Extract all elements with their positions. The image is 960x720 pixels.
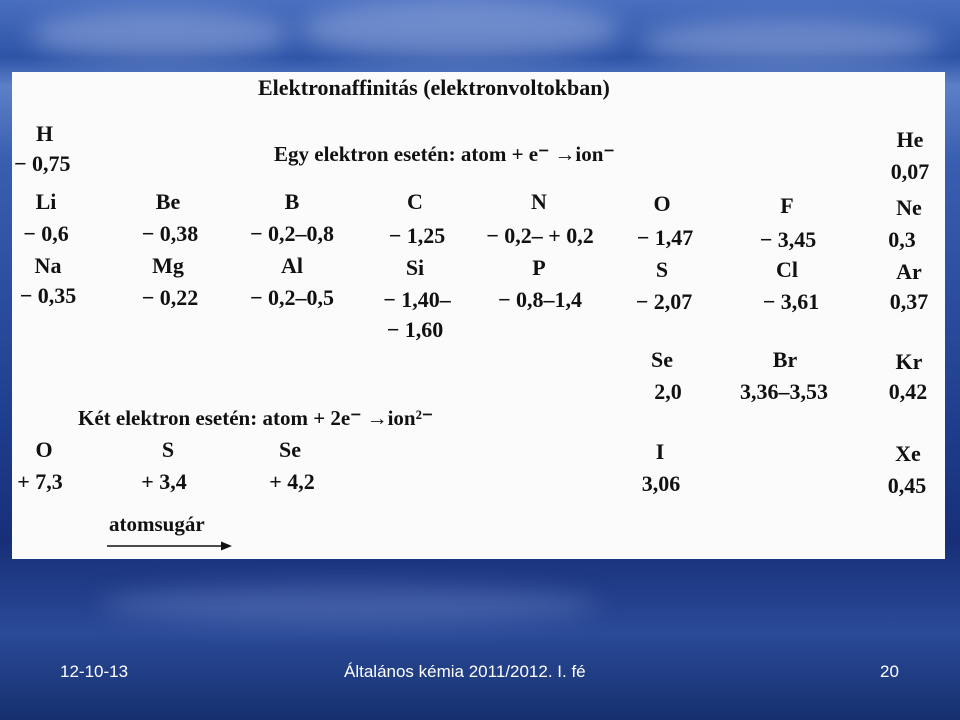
element-symbol-ne: Ne: [896, 195, 922, 220]
element-value-mg: − 0,22: [141, 285, 199, 310]
element-symbol-ar: Ar: [896, 259, 922, 284]
element-symbol-h: H: [36, 121, 54, 146]
element-value-s: − 2,07: [635, 289, 693, 314]
element-symbol-li: Li: [35, 189, 57, 214]
two-electron-symbol-o: O: [35, 437, 53, 462]
element-symbol-n: N: [531, 189, 547, 214]
two-electron-value-se: + 4,2: [269, 469, 315, 494]
two-electron-symbol-s: S: [161, 437, 175, 462]
element-symbol-c: C: [407, 189, 423, 214]
element-symbol-al: Al: [281, 253, 303, 278]
element-value-h: − 0,75: [14, 151, 71, 176]
two-electron-label: Két elektron esetén: atom + 2e⁻ →ion²⁻: [78, 406, 433, 430]
background-cloud: [640, 20, 940, 65]
atomic-radius-label: atomsugár: [109, 512, 205, 536]
element-value-li: − 0,6: [23, 221, 69, 246]
element-value-si-2: − 1,60: [386, 317, 444, 342]
element-value-f: − 3,45: [759, 227, 817, 252]
element-symbol-xe: Xe: [895, 441, 921, 466]
element-symbol-o: O: [653, 191, 671, 216]
element-symbol-i: I: [655, 439, 665, 464]
element-symbol-f: F: [780, 193, 794, 218]
element-value-br: 3,36–3,53: [740, 379, 828, 404]
element-symbol-cl: Cl: [776, 257, 798, 282]
element-value-b: − 0,2–0,8: [249, 221, 335, 246]
element-symbol-s: S: [655, 257, 669, 282]
element-value-ar: 0,37: [889, 289, 929, 314]
element-value-n: − 0,2– + 0,2: [486, 223, 594, 248]
element-symbol-si: Si: [405, 255, 425, 280]
one-electron-label: Egy elektron esetén: atom + e⁻ →ion⁻: [274, 142, 615, 166]
element-symbol-be: Be: [155, 189, 181, 214]
element-value-be: − 0,38: [141, 221, 199, 246]
element-value-p: − 0,8–1,4: [497, 287, 583, 312]
element-symbol-p: P: [532, 255, 546, 280]
element-value-c: − 1,25: [388, 223, 446, 248]
element-value-na: − 0,35: [19, 283, 77, 308]
element-value-xe: 0,45: [887, 473, 927, 498]
two-electron-value-o: + 7,3: [17, 469, 63, 494]
element-value-si: − 1,40–: [383, 287, 451, 312]
element-symbol-he: He: [896, 127, 924, 152]
footer-date: 12-10-13: [60, 662, 129, 681]
background-cloud: [300, 0, 620, 60]
element-value-i: 3,06: [641, 471, 681, 496]
footer-course-title: Általános kémia 2011/2012. I. fé: [344, 662, 586, 681]
element-symbol-b: B: [284, 189, 300, 214]
element-value-he: 0,07: [890, 159, 930, 184]
table-title: Elektronaffinitás (elektronvoltokban): [258, 75, 610, 100]
element-value-cl: − 3,61: [762, 289, 820, 314]
element-symbol-kr: Kr: [895, 349, 923, 374]
element-value-se: 2,0: [654, 379, 682, 404]
two-electron-symbol-se: Se: [279, 437, 301, 462]
element-symbol-br: Br: [772, 347, 798, 372]
footer-page-number: 20: [880, 662, 899, 681]
element-value-o: − 1,47: [636, 225, 694, 250]
element-value-ne: 0,3: [888, 227, 916, 252]
element-symbol-na: Na: [34, 253, 62, 278]
element-value-al: − 0,2–0,5: [249, 285, 335, 310]
element-value-kr: 0,42: [888, 379, 928, 404]
element-symbol-mg: Mg: [152, 253, 184, 278]
affinity-table-panel: [12, 72, 945, 559]
background-cloud: [100, 585, 600, 625]
trend-arrow-icon: [107, 540, 232, 552]
two-electron-value-s: + 3,4: [141, 469, 187, 494]
background-cloud: [30, 10, 290, 60]
element-symbol-se: Se: [651, 347, 673, 372]
